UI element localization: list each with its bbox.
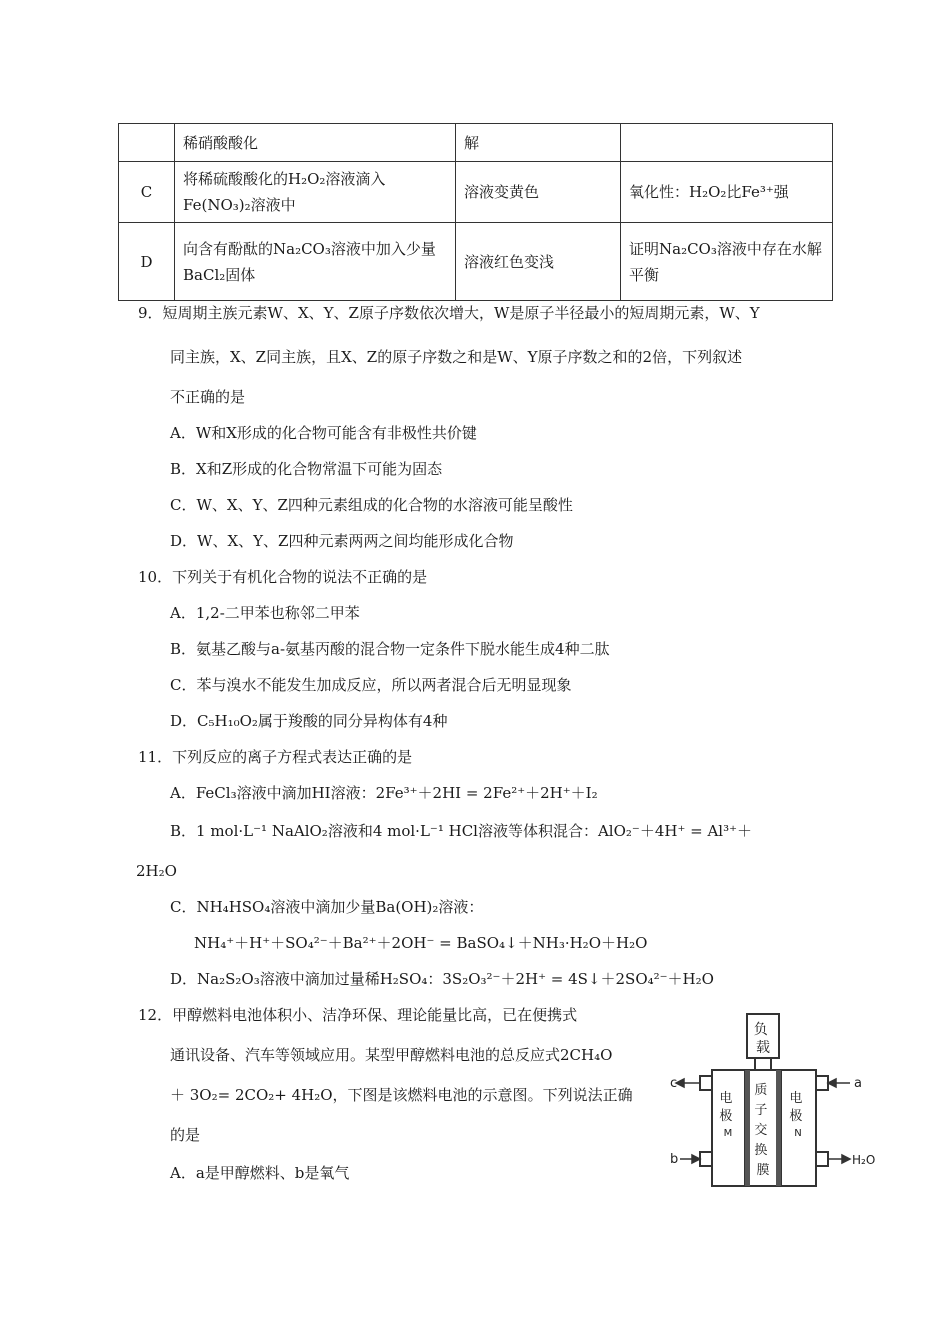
q9-option-a: A．W和X形成的化合物可能含有非极性共价键	[170, 424, 477, 442]
q12-stem-line1: 12．甲醇燃料电池体积小、洁净环保、理论能量比高，已在便携式	[138, 1006, 578, 1024]
conclusion-cell: 氧化性：H₂O₂比Fe³⁺强	[621, 162, 833, 223]
phenomenon-cell: 溶液红色变浅	[456, 223, 621, 301]
q11-option-c-line2: NH₄⁺＋H⁺＋SO₄²⁻＋Ba²⁺＋2OH⁻ = BaSO₄↓＋NH₃·H₂O＋H₂O	[194, 934, 648, 952]
port-h2o-label: H₂O	[852, 1153, 875, 1167]
port-c-label: c	[670, 1076, 678, 1091]
q9-option-d: D．W、X、Y、Z四种元素两两之间均能形成化合物	[170, 532, 514, 550]
load-label: 负 载	[753, 1022, 770, 1056]
conclusion-cell	[621, 124, 833, 162]
q11-option-b-line1: B．1 mol·L⁻¹ NaAlO₂溶液和4 mol·L⁻¹ HCl溶液等体积混合：AlO₂⁻＋4H⁺ = Al³⁺＋	[170, 822, 753, 840]
q10-option-a: A．1,2-二甲苯也称邻二甲苯	[170, 604, 360, 622]
option-cell	[119, 124, 175, 162]
q9-stem-line2: 同主族，X、Z同主族，且X、Z的原子序数之和是W、Y原子序数之和的2倍，下列叙述	[170, 348, 743, 366]
q11-option-d: D．Na₂S₂O₃溶液中滴加过量稀H₂SO₄：3S₂O₃²⁻＋2H⁺ = 4S↓＋2SO₄²⁻＋H₂O	[170, 970, 714, 988]
q10-option-d: D．C₅H₁₀O₂属于羧酸的同分异构体有4种	[170, 712, 448, 730]
conclusion-cell: 证明Na₂CO₃溶液中存在水解平衡	[621, 223, 833, 301]
q11-stem: 11．下列反应的离子方程式表达正确的是	[138, 748, 413, 766]
electrode-m-label: 电 极 M	[719, 1091, 733, 1139]
q9-option-c: C．W、X、Y、Z四种元素组成的化合物的水溶液可能呈酸性	[170, 496, 573, 514]
option-cell: C	[119, 162, 175, 223]
option-cell: D	[119, 223, 175, 301]
q9-stem-line1: 9．短周期主族元素W、X、Y、Z原子序数依次增大，W是原子半径最小的短周期元素，W、Y	[138, 304, 760, 322]
operation-cell: 向含有酚酞的Na₂CO₃溶液中加入少量BaCl₂固体	[175, 223, 456, 301]
q10-option-c: C．苯与溴水不能发生加成反应，所以两者混合后无明显现象	[170, 676, 572, 694]
experiment-table	[118, 123, 833, 301]
phenomenon-cell: 溶液变黄色	[456, 162, 621, 223]
q11-option-a: A．FeCl₃溶液中滴加HI溶液：2Fe³⁺＋2HI = 2Fe²⁺＋2H⁺＋I₂	[170, 784, 598, 802]
q10-stem: 10．下列关于有机化合物的说法不正确的是	[138, 568, 428, 586]
q12-stem-line3: ＋ 3O₂= 2CO₂+ 4H₂O，下图是该燃料电池的示意图。下列说法正确	[170, 1086, 633, 1104]
port-b-label: b	[670, 1152, 679, 1167]
q9-stem-line3: 不正确的是	[170, 388, 246, 406]
phenomenon-cell: 解	[456, 124, 621, 162]
operation-cell: 稀硝酸酸化	[175, 124, 456, 162]
table-row	[119, 162, 833, 223]
q11-option-c-line1: C．NH₄HSO₄溶液中滴加少量Ba(OH)₂溶液：	[170, 898, 484, 916]
operation-cell: 将稀硫酸酸化的H₂O₂溶液滴入Fe(NO₃)₂溶液中	[175, 162, 456, 223]
q9-option-b: B．X和Z形成的化合物常温下可能为固态	[170, 460, 443, 478]
q12-option-a: A．a是甲醇燃料、b是氧气	[170, 1164, 350, 1182]
port-a-label: a	[854, 1076, 862, 1091]
q11-option-b-line2: 2H₂O	[136, 862, 177, 880]
q10-option-b: B．氨基乙酸与a-氨基丙酸的混合物一定条件下脱水能生成4种二肽	[170, 640, 610, 658]
table-row	[119, 124, 833, 162]
electrode-n-label: 电 极 N	[789, 1091, 803, 1139]
q12-stem-line2: 通讯设备、汽车等领域应用。某型甲醇燃料电池的总反应式2CH₄O	[170, 1046, 613, 1064]
fuel-cell-diagram	[660, 1010, 875, 1195]
q12-stem-line4: 的是	[170, 1126, 201, 1144]
membrane-label: 质 子 交 换 膜	[754, 1083, 770, 1178]
table-row	[119, 223, 833, 301]
